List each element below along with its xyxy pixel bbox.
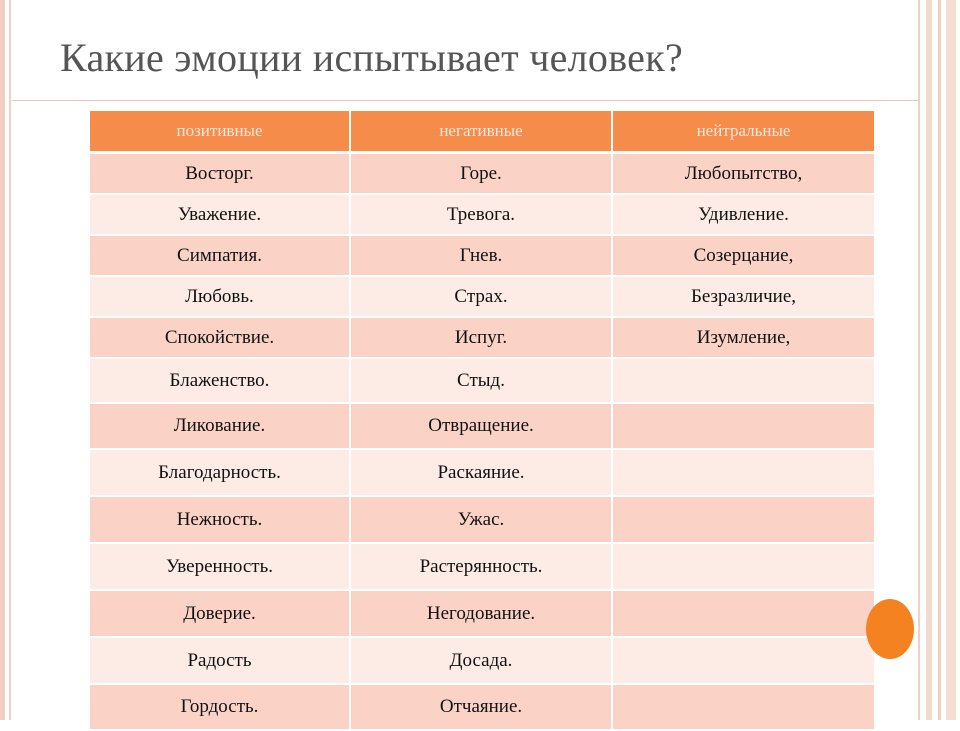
cell-positive: Благодарность. [90, 450, 351, 497]
table-row [90, 195, 874, 236]
cell-negative: Отвращение. [351, 404, 613, 450]
table-row [90, 591, 874, 638]
table-row [90, 450, 874, 497]
cell-positive: Нежность. [90, 497, 351, 544]
page-title: Какие эмоции испытывает человек? [60, 35, 684, 80]
cell-neutral: Любопытство, [613, 154, 874, 195]
cell-negative: Стыд. [351, 359, 613, 404]
cell-neutral [613, 544, 874, 591]
table-row [90, 685, 874, 731]
cell-neutral [613, 497, 874, 544]
header-positive: позитивные [90, 111, 351, 154]
cell-positive: Уверенность. [90, 544, 351, 591]
right-border-stripe-thin-2 [938, 0, 941, 720]
cell-positive: Ликование. [90, 404, 351, 450]
table-row [90, 359, 874, 404]
left-border-stripe-thin [9, 0, 11, 720]
emotions-table [90, 111, 874, 731]
cell-negative: Испуг. [351, 318, 613, 359]
cell-negative: Досада. [351, 638, 613, 685]
cell-positive: Гордость. [90, 685, 351, 731]
cell-neutral [613, 450, 874, 497]
table-row [90, 497, 874, 544]
right-border-stripe-wide [946, 0, 956, 720]
cell-negative: Страх. [351, 277, 613, 318]
table-header-row [90, 111, 874, 154]
cell-neutral: Удивление. [613, 195, 874, 236]
cell-neutral [613, 359, 874, 404]
cell-negative: Тревога. [351, 195, 613, 236]
cell-negative: Горе. [351, 154, 613, 195]
cell-neutral: Безразличие, [613, 277, 874, 318]
cell-positive: Радость [90, 638, 351, 685]
cell-positive: Спокойствие. [90, 318, 351, 359]
table-row [90, 638, 874, 685]
right-border-stripe [926, 0, 932, 720]
cell-neutral: Созерцание, [613, 236, 874, 277]
table-row [90, 404, 874, 450]
cell-positive: Доверие. [90, 591, 351, 638]
cell-positive: Блаженство. [90, 359, 351, 404]
cell-positive: Восторг. [90, 154, 351, 195]
cell-neutral [613, 404, 874, 450]
table-row [90, 154, 874, 195]
right-border-stripe-thin [918, 0, 920, 720]
header-negative: негативные [351, 111, 613, 154]
title-divider [12, 100, 918, 101]
cell-negative: Негодование. [351, 591, 613, 638]
header-neutral: нейтральные [613, 111, 874, 154]
cell-neutral [613, 591, 874, 638]
cell-positive: Любовь. [90, 277, 351, 318]
cell-negative: Отчаяние. [351, 685, 613, 731]
table-row [90, 277, 874, 318]
cell-neutral [613, 638, 874, 685]
left-border-stripe [0, 0, 5, 720]
decorative-orange-orb [866, 599, 914, 659]
cell-neutral [613, 685, 874, 731]
table-row [90, 544, 874, 591]
table-row [90, 318, 874, 359]
cell-negative: Раскаяние. [351, 450, 613, 497]
cell-positive: Симпатия. [90, 236, 351, 277]
table-row [90, 236, 874, 277]
cell-neutral: Изумление, [613, 318, 874, 359]
cell-negative: Растерянность. [351, 544, 613, 591]
cell-negative: Ужас. [351, 497, 613, 544]
cell-negative: Гнев. [351, 236, 613, 277]
cell-positive: Уважение. [90, 195, 351, 236]
